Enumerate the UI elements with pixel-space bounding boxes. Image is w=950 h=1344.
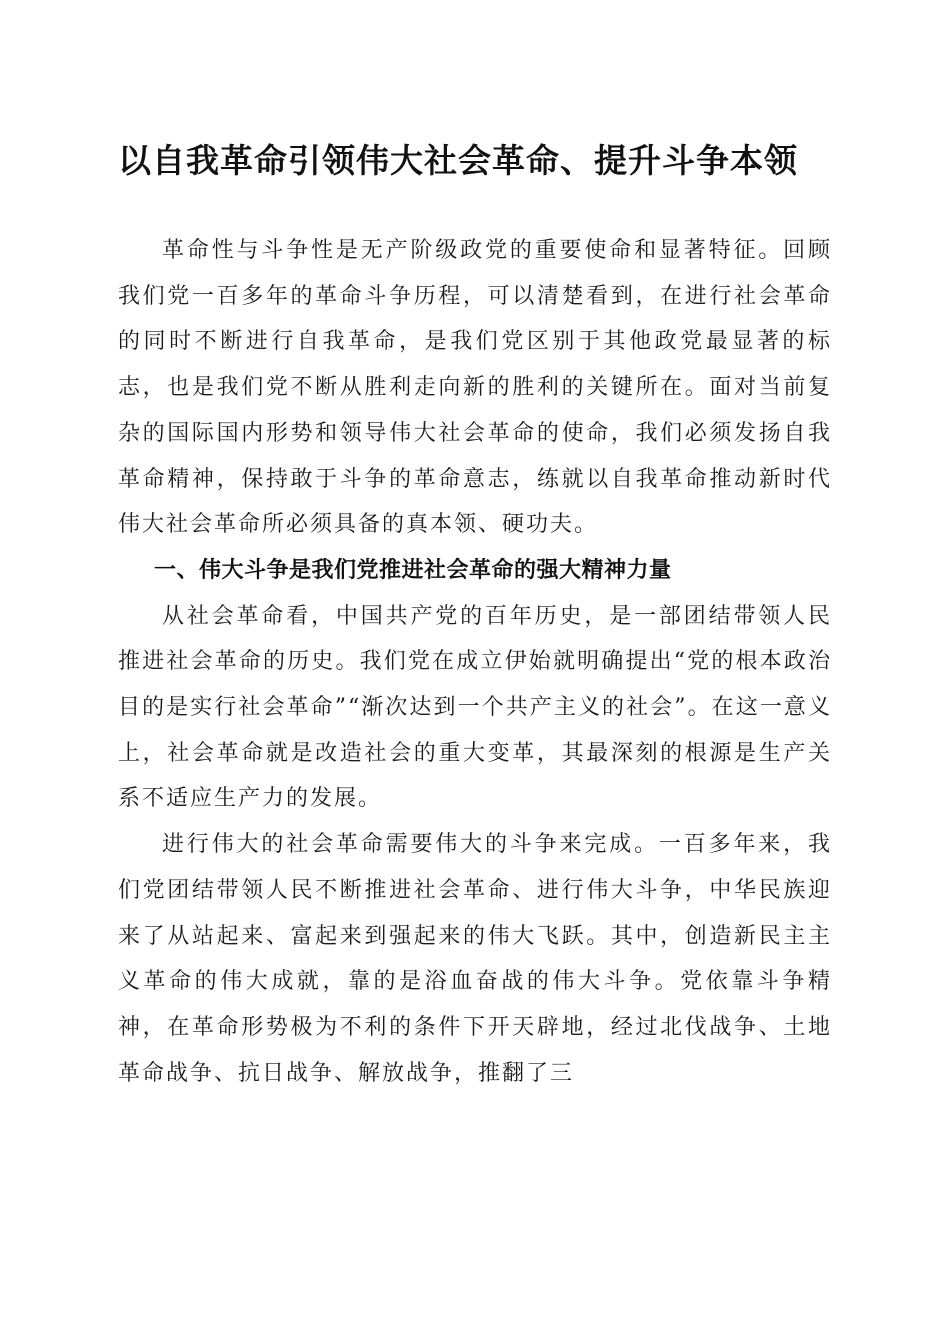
document-title: 以自我革命引领伟大社会革命、提升斗争本领 (118, 141, 798, 180)
section1-paragraph-1: 从社会革命看，中国共产党的百年历史，是一部团结带领人民推进社会革命的历史。我们党在成立伊始就明确提出“党的根本政治目的是实行社会革命”“渐次达到一个共产主义的社会”。在这一意义上，社会革命就是改造社会的重大变革，其最深刻的根源是生产关系不适应生产力的发展。 (118, 603, 832, 812)
section1-paragraph-2: 进行伟大的社会革命需要伟大的斗争来完成。一百多年来，我们党团结带领人民不断推进社会革命、进行伟大斗争，中华民族迎来了从站起来、富起来到强起来的伟大飞跃。其中，创造新民主主义革命的伟大成就，靠的是浴血奋战的伟大斗争。党依靠斗争精神，在革命形势极为不利的条件下开天辟地，经过北伐战争、土地革命战争、抗日战争、解放战争，推翻了三 (118, 832, 832, 1086)
document-body (118, 228, 832, 1096)
intro-paragraph: 革命性与斗争性是无产阶级政党的重要使命和显著特征。回顾我们党一百多年的革命斗争历程，可以清楚看到，在进行社会革命的同时不断进行自我革命，是我们党区别于其他政党最显著的标志，也是我们党不断从胜利走向新的胜利的关键所在。面对当前复杂的国际国内形势和领导伟大社会革命的使命，我们必须发扬自我革命精神，保持敢于斗争的革命意志，练就以自我革命推动新时代伟大社会革命所必须具备的真本领、硬功夫。 (118, 238, 832, 538)
section-heading-1: 一、伟大斗争是我们党推进社会革命的强大精神力量 (154, 557, 672, 583)
